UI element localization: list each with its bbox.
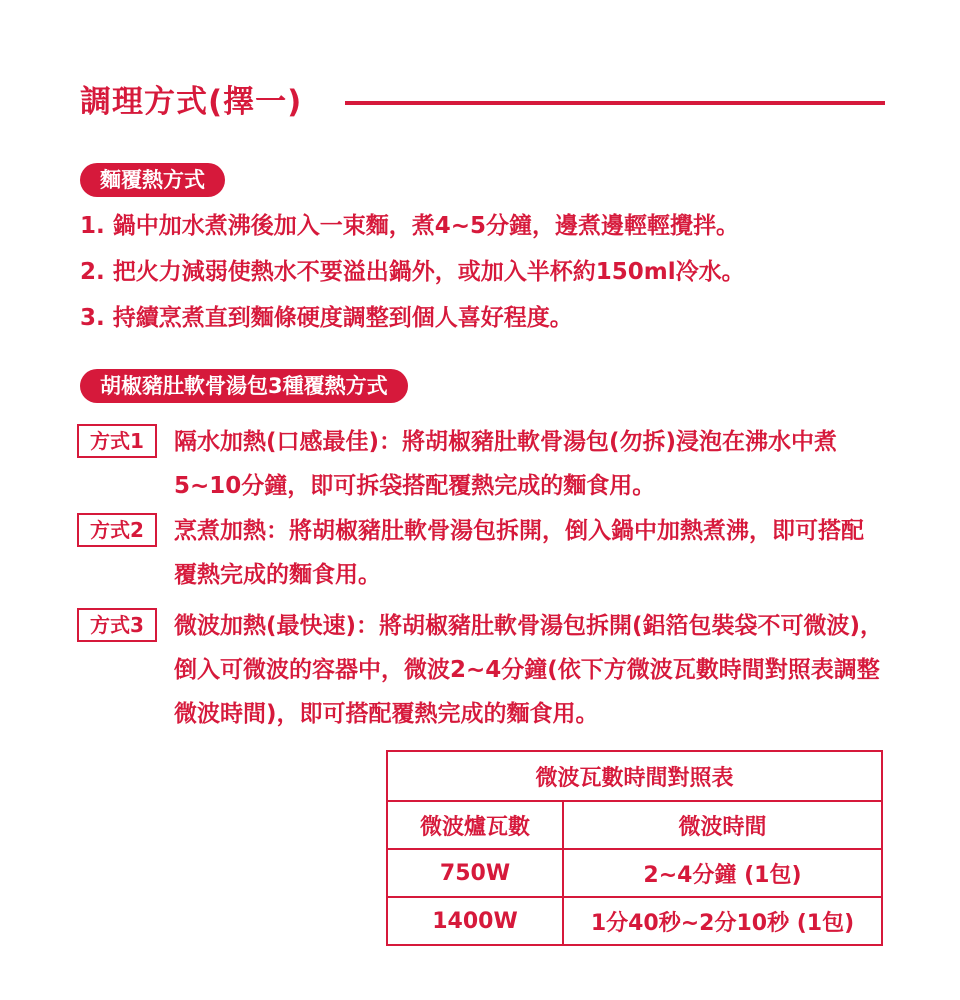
table-header-time: 微波時間	[563, 801, 882, 849]
table-cell-wattage: 750W	[387, 849, 563, 897]
table-caption: 微波瓦數時間對照表	[387, 751, 882, 801]
page-title: 調理方式(擇一)	[80, 84, 303, 120]
method-2-tag: 方式2	[77, 513, 157, 547]
noodle-section-badge: 麵覆熱方式	[80, 163, 225, 197]
table-header-wattage: 微波爐瓦數	[387, 801, 563, 849]
table-cell-time: 1分40秒~2分10秒 (1包)	[563, 897, 882, 945]
method-3-text: 微波加熱(最快速)：將胡椒豬肚軟骨湯包拆開(鋁箔包裝袋不可微波)，倒入可微波的容器中，微波2~4分鐘(依下方微波瓦數時間對照表調整微波時間)，即可搭配覆熱完成的麵食用。	[174, 613, 884, 727]
title-divider	[345, 101, 885, 105]
method-3-tag: 方式3	[77, 608, 157, 642]
noodle-step-3: 3. 持續烹煮直到麵條硬度調整到個人喜好程度。	[80, 305, 573, 331]
table-cell-time: 2~4分鐘 (1包)	[563, 849, 882, 897]
table-cell-wattage: 1400W	[387, 897, 563, 945]
table-row	[387, 897, 882, 945]
microwave-time-table	[386, 750, 883, 946]
noodle-step-2: 2. 把火力減弱使熱水不要溢出鍋外，或加入半杯約150ml冷水。	[80, 259, 745, 285]
method-1-text: 隔水加熱(口感最佳)：將胡椒豬肚軟骨湯包(勿拆)浸泡在沸水中煮5~10分鐘，即可拆袋搭配覆熱完成的麵食用。	[174, 429, 838, 499]
table-row	[387, 849, 882, 897]
noodle-step-1: 1. 鍋中加水煮沸後加入一束麵，煮4~5分鐘，邊煮邊輕輕攪拌。	[80, 213, 740, 239]
soup-section-badge: 胡椒豬肚軟骨湯包3種覆熱方式	[80, 369, 408, 403]
method-1-tag: 方式1	[77, 424, 157, 458]
method-2-text: 烹煮加熱：將胡椒豬肚軟骨湯包拆開，倒入鍋中加熱煮沸，即可搭配覆熱完成的麵食用。	[174, 518, 864, 588]
